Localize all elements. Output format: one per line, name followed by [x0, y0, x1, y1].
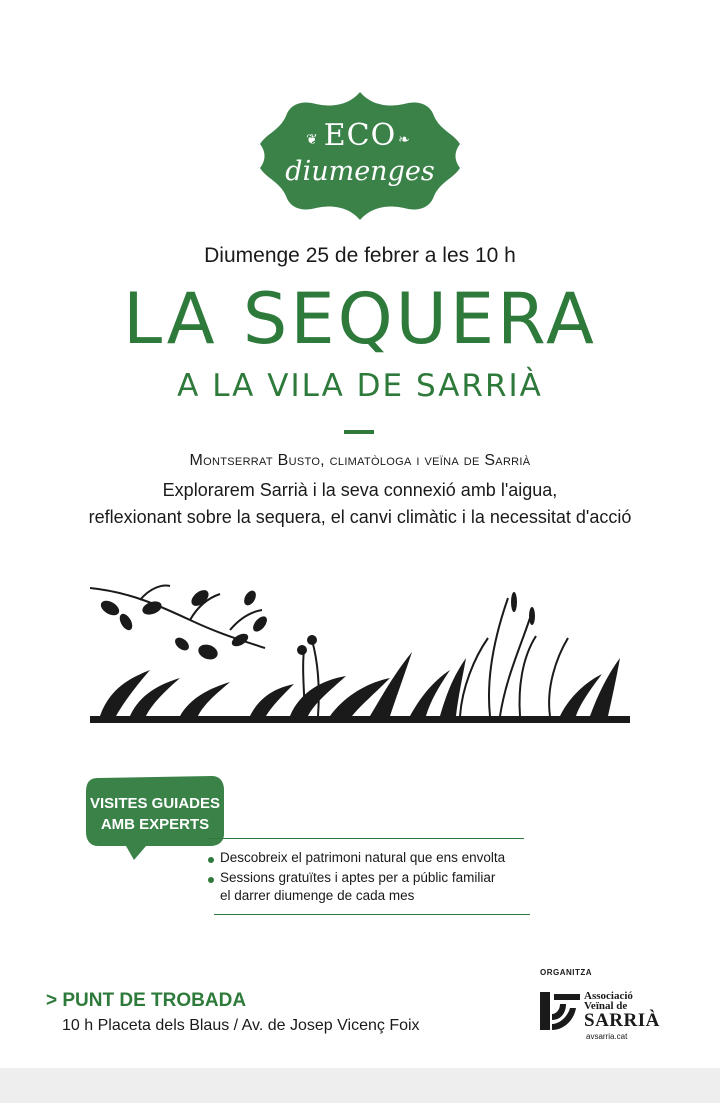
speaker-line: Montserrat Busto, climatòloga i veïna de Sarrià: [189, 452, 531, 469]
tours-bullet-2: Sessions gratuïtes i aptes per a públic familiar: [220, 870, 496, 885]
logo-diumenges-text: diumenges: [285, 156, 435, 187]
leaf-right-icon: ❧: [398, 132, 410, 148]
organiser-name-line-3: SARRIÀ: [584, 1010, 660, 1031]
event-title: LA SEQUERA: [123, 278, 597, 360]
leaf-left-icon: ❦: [306, 132, 318, 148]
organiser-name-line-1: Associació: [584, 990, 633, 1002]
title-divider: [344, 430, 374, 434]
tours-badge-line-2: AMB EXPERTS: [100, 816, 210, 833]
eco-diumenges-logo: [258, 90, 462, 222]
tours-divider-bottom: [214, 914, 530, 915]
organiser-website: avsarria.cat: [586, 1032, 628, 1041]
description-line-1: Explorarem Sarrià i la seva connexió amb l'aigua,: [162, 480, 558, 500]
tours-bullet-3: el darrer diumenge de cada mes: [220, 888, 415, 903]
event-date: Diumenge 25 de febrer a les 10 h: [204, 244, 516, 267]
meeting-point-place: 10 h Placeta dels Blaus / Av. de Josep Vicenç Foix: [62, 1017, 420, 1034]
tours-divider-top: [208, 838, 524, 839]
association-logo-icon: [540, 990, 580, 1032]
organiser-label: ORGANITZA: [540, 968, 593, 977]
bullet-dot: [208, 857, 214, 863]
guided-tours-badge: [84, 774, 226, 860]
tours-badge-line-1: VISITES GUIADES: [89, 795, 221, 812]
meeting-point-title: > PUNT DE TROBADA: [46, 990, 247, 1011]
bottom-strip: [0, 1068, 720, 1103]
bullet-dot: [208, 877, 214, 883]
description-line-2: reflexionant sobre la sequera, el canvi climàtic i la necessitat d'acció: [88, 507, 632, 527]
plants-illustration: [90, 578, 635, 728]
event-subtitle: A LA VILA DE SARRIÀ: [177, 368, 543, 404]
tours-bullet-1: Descobreix el patrimoni natural que ens envolta: [220, 850, 506, 865]
organiser-name-line-2: Veïnal de: [584, 1000, 628, 1012]
logo-eco-text: ECO: [323, 118, 397, 153]
